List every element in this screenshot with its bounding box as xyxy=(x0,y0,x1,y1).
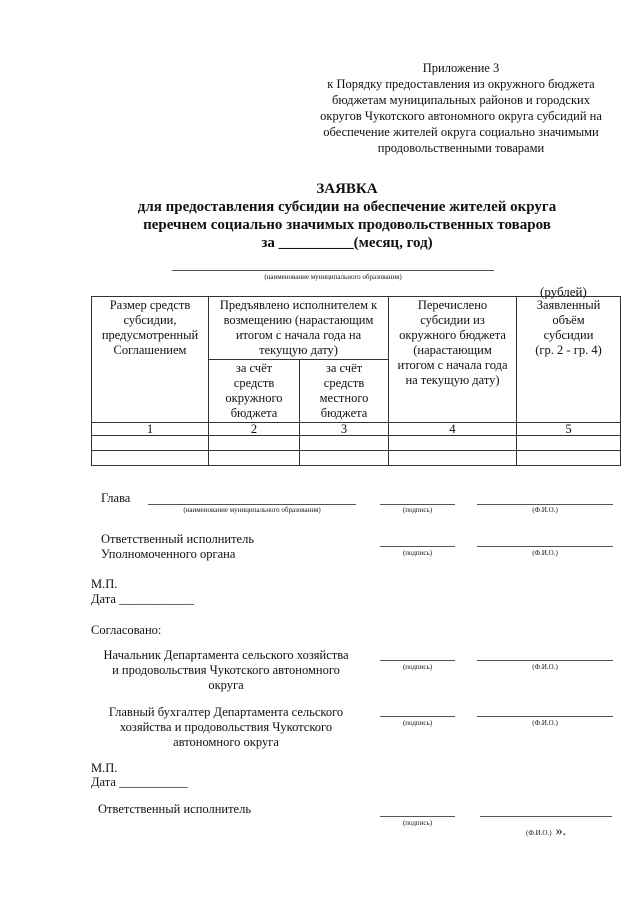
responsible-label-1: Ответственный исполнитель xyxy=(101,532,255,546)
header-col4: Перечислено субсидии из окружного бюджета (нарастающим итогом с начала года на текущую дату) xyxy=(389,297,517,423)
document-title: ЗАЯВКА xyxy=(316,181,378,197)
head-name-caption: (наименование муниципального образования) xyxy=(183,506,321,514)
appendix-header xyxy=(300,60,622,156)
table-cell[interactable] xyxy=(517,451,621,466)
date-label-2: Дата ___________ xyxy=(91,775,188,789)
responsible-label-2: Уполномоченного органа xyxy=(101,547,236,561)
table-row xyxy=(92,436,621,451)
document-subtitle-line1: для предоставления субсидии на обеспечение жителей округа xyxy=(137,199,557,215)
date-label: Дата ____________ xyxy=(91,592,195,606)
header-col2-group: Предъявлено исполнителем к возмещению (нарастающим итогом с начала года на текущую дату) xyxy=(209,297,389,360)
table-cell[interactable] xyxy=(300,436,389,451)
column-number: 2 xyxy=(209,423,300,436)
signature-caption: (подпись) xyxy=(402,719,433,727)
column-number: 1 xyxy=(92,423,209,436)
appendix-line: к Порядку предоставления из окружного бюджета xyxy=(327,77,595,91)
signature-caption: (подпись) xyxy=(402,819,433,827)
appendix-line: обеспечение жителей округа социально значимыми xyxy=(323,125,599,139)
table-cell[interactable] xyxy=(389,451,517,466)
fio-caption: (Ф.И.О.) xyxy=(532,719,558,727)
table-cell[interactable] xyxy=(209,436,300,451)
accountant-signature-line[interactable] xyxy=(380,716,455,717)
table-cell[interactable] xyxy=(517,436,621,451)
executor-fio-block xyxy=(526,822,566,840)
document-subtitle-line2: перечнем социально значимых продовольственных товаров xyxy=(143,217,551,233)
column-number: 5 xyxy=(517,423,621,436)
municipality-line[interactable] xyxy=(172,270,494,271)
head-name-line[interactable] xyxy=(148,504,356,505)
appendix-line: Приложение 3 xyxy=(422,61,500,75)
column-number: 4 xyxy=(389,423,517,436)
stamp-label: М.П. xyxy=(91,577,118,591)
responsible-executor-label: Ответственный исполнитель xyxy=(98,802,252,816)
closing-quote: ». xyxy=(555,824,567,839)
appendix-line: продовольственными товарами xyxy=(377,141,545,155)
accountant-fio-line[interactable] xyxy=(477,716,613,717)
signature-caption: (подпись) xyxy=(402,506,433,514)
fio-caption: (Ф.И.О.) xyxy=(532,506,558,514)
header-col2a: за счёт средств окружного бюджета xyxy=(209,360,300,423)
responsible-signature-line[interactable] xyxy=(380,546,455,547)
stamp-label-2: М.П. xyxy=(91,761,118,775)
dept-head-signature-line[interactable] xyxy=(380,660,455,661)
table-cell[interactable] xyxy=(92,451,209,466)
executor-signature-line[interactable] xyxy=(380,816,455,817)
column-numbers-row xyxy=(92,423,621,436)
header-col5: Заявленный объём субсидии (гр. 2 - гр. 4) xyxy=(517,297,621,423)
header-col1: Размер средств субсидии, предусмотренный Соглашением xyxy=(92,297,209,423)
agreed-label: Согласовано: xyxy=(91,623,162,637)
table-cell[interactable] xyxy=(300,451,389,466)
table-cell[interactable] xyxy=(389,436,517,451)
head-label: Глава xyxy=(101,491,131,505)
table-cell[interactable] xyxy=(209,451,300,466)
executor-fio-line[interactable] xyxy=(480,816,612,817)
dept-head-label: Начальник Департамента сельского хозяйства и продовольствия Чукотского автономного округа xyxy=(103,648,349,692)
fio-caption: (Ф.И.О.) xyxy=(532,663,558,671)
head-fio-line[interactable] xyxy=(477,504,613,505)
table-row xyxy=(92,451,621,466)
signature-caption: (подпись) xyxy=(402,549,433,557)
municipality-caption: (наименование муниципального образования) xyxy=(264,273,402,281)
head-signature-line[interactable] xyxy=(380,504,455,505)
chief-accountant-label: Главный бухгалтер Департамента сельского хозяйства и продовольствия Чукотского автономного округа xyxy=(108,705,344,749)
subsidy-table xyxy=(91,296,621,466)
table-cell[interactable] xyxy=(92,436,209,451)
fio-caption: (Ф.И.О.) xyxy=(532,549,558,557)
dept-head-fio-line[interactable] xyxy=(477,660,613,661)
column-number: 3 xyxy=(300,423,389,436)
appendix-line: бюджетам муниципальных районов и городских xyxy=(332,93,590,107)
header-col2b: за счёт средств местного бюджета xyxy=(300,360,389,423)
signature-caption: (подпись) xyxy=(402,663,433,671)
fio-caption: (Ф.И.О.) xyxy=(526,829,552,837)
currency-unit: (рублей) xyxy=(540,284,587,299)
responsible-fio-line[interactable] xyxy=(477,546,613,547)
document-period: за __________(месяц, год) xyxy=(261,235,433,251)
appendix-line: округов Чукотского автономного округа субсидий на xyxy=(320,109,602,123)
